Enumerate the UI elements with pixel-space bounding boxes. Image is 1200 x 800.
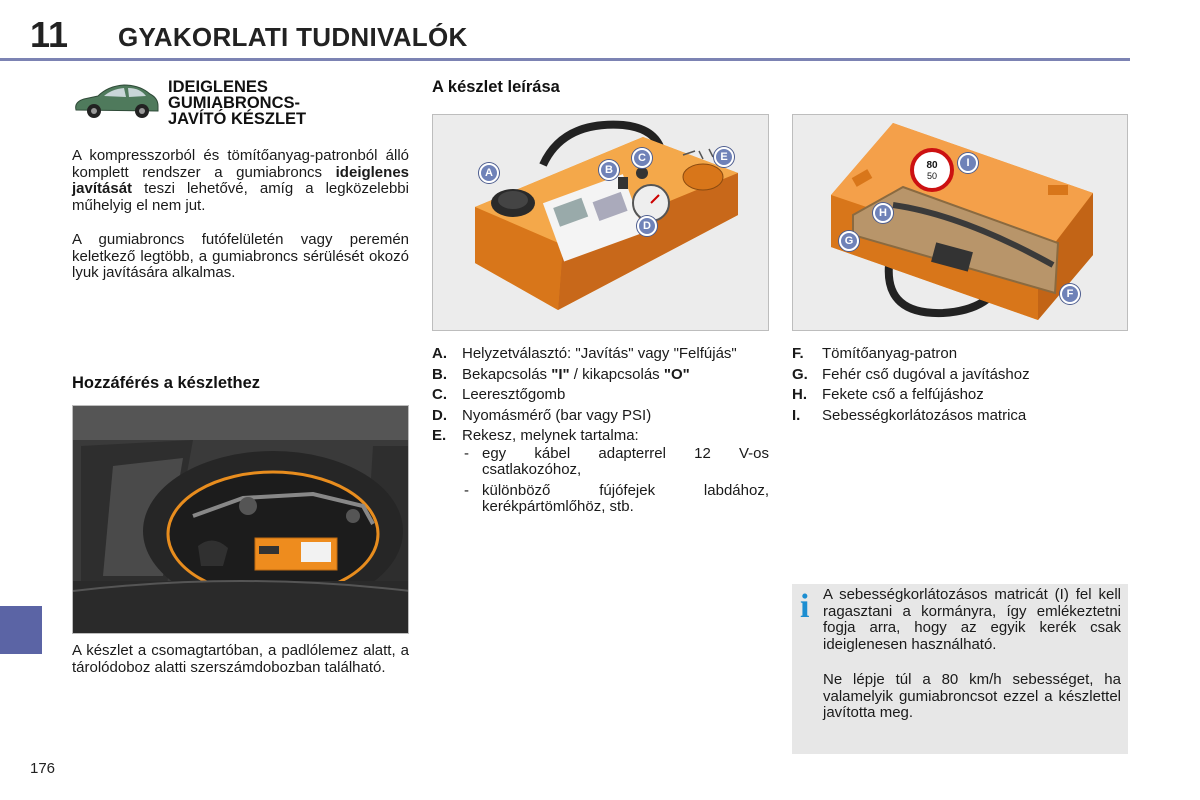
chapter-title: GYAKORLATI TUDNIVALÓK — [118, 22, 468, 52]
item-key: I. — [792, 406, 801, 424]
list-item — [792, 367, 1128, 384]
item-text: Rekesz, melynek tartalma: — [462, 427, 639, 444]
kit-parts-list-left — [432, 346, 769, 520]
callout-e — [714, 147, 734, 167]
compartment-contents-list — [462, 446, 769, 516]
sub-list-item — [462, 446, 769, 479]
section-heading-line: IDEIGLENES — [168, 78, 268, 96]
kit-heading: A készlet leírása — [432, 78, 560, 96]
callout-label: H — [879, 207, 887, 219]
item-text: különböző fújófejek labdához, kerékpártömlőhöz, stb. — [482, 481, 769, 515]
callout-label: D — [643, 220, 651, 232]
kit-front-illustration — [432, 114, 769, 331]
callout-i — [958, 153, 978, 173]
item-text: egy kábel adapterrel 12 V-os csatlakozóhoz, — [482, 444, 769, 478]
callout-label: C — [638, 152, 646, 164]
item-key: C. — [432, 386, 447, 403]
info-box — [792, 584, 1128, 754]
callout-c — [632, 148, 652, 168]
list-item — [432, 367, 769, 384]
item-text: Leeresztőgomb — [462, 386, 566, 403]
intro-emphasis: ideiglenes javítását — [72, 163, 409, 197]
list-item — [432, 428, 769, 445]
intro-text: teszi lehetővé, amíg a legközelebbi műhelyig el nem jut. — [72, 180, 409, 214]
section-heading-line: GUMIABRONCS- — [168, 94, 300, 112]
intro-paragraph — [72, 148, 409, 214]
item-key: A. — [432, 345, 447, 362]
sticker-speed-bottom: 50 — [926, 171, 938, 181]
callout-label: B — [605, 164, 613, 176]
intro-text: A kompresszorból és tömítőanyag-patronból álló komplett rendszer a gumiabroncs — [72, 147, 409, 181]
item-text — [462, 367, 769, 384]
trunk-photo — [72, 405, 409, 634]
item-text: Helyzetválasztó: "Javítás" vagy "Felfújás" — [462, 345, 737, 362]
chapter-tab — [0, 606, 42, 654]
callout-label: I — [966, 157, 970, 169]
callout-label: F — [1066, 288, 1074, 300]
list-item — [432, 387, 769, 404]
section-heading-line: JAVÍTÓ KÉSZLET — [168, 110, 307, 128]
page-number: 176 — [30, 760, 56, 777]
item-text-bold: "I" — [551, 365, 570, 383]
item-key: B. — [432, 365, 447, 383]
callout-label: G — [844, 235, 854, 247]
item-key: D. — [432, 406, 447, 424]
item-text: Fehér cső dugóval a javításhoz — [822, 365, 1030, 383]
item-key: H. — [792, 386, 807, 403]
item-key: F. — [792, 345, 804, 362]
info-icon: i — [800, 588, 810, 625]
info-paragraph: A sebességkorlátozásos matricát (I) fel kell ragasztani a kormányra, így emlékeztetni fogja arra, hogy az egyik kerék csak ideiglenesen használható. — [823, 586, 1121, 653]
sub-list-wrapper — [432, 446, 769, 516]
list-item — [432, 346, 769, 363]
header-rule — [0, 58, 1130, 61]
item-text: Sebességkorlátozásos matrica — [822, 406, 1027, 424]
list-item — [792, 408, 1128, 425]
callout-d — [637, 216, 657, 236]
access-heading: Hozzáférés a készlethez — [72, 374, 261, 392]
intro-paragraph-2: A gumiabroncs futófelületén vagy peremén keletkező legtöbb, a gumiabroncs sérülését okozó lyuk javítására alkalmas. — [72, 231, 409, 281]
section-heading — [168, 79, 368, 127]
item-key: E. — [432, 427, 447, 444]
sub-list-item — [462, 483, 769, 516]
car-icon — [70, 80, 162, 122]
dash: - — [464, 481, 469, 499]
callout-b — [599, 160, 619, 180]
list-item — [792, 346, 1128, 363]
kit-back-illustration — [792, 114, 1128, 331]
callout-h — [873, 203, 893, 223]
location-text: A készlet a csomagtartóban, a padlólemez alatt, a tárolódoboz alatti szerszámdobozban található. — [72, 642, 409, 676]
item-text-bold: "O" — [663, 365, 690, 383]
list-item — [792, 387, 1128, 404]
list-item — [432, 408, 769, 425]
callout-a — [479, 163, 499, 183]
callout-label: A — [485, 167, 493, 179]
callout-label: E — [720, 151, 728, 163]
sticker-speed-top: 80 — [926, 160, 938, 171]
dash: - — [464, 444, 469, 462]
item-text-part: / kikapcsolás — [569, 365, 664, 383]
item-key: G. — [792, 365, 808, 383]
item-text-part: Bekapcsolás — [462, 365, 552, 383]
item-text: Fekete cső a felfújáshoz — [822, 386, 984, 403]
info-paragraph-2: Ne lépje túl a 80 km/h sebességet, ha valamelyik gumiabroncsot ezzel a készlettel javította meg. — [823, 671, 1121, 721]
callout-f — [1060, 284, 1080, 304]
item-text: Nyomásmérő (bar vagy PSI) — [462, 406, 652, 424]
chapter-number: 11 — [30, 14, 69, 55]
item-text: Tömítőanyag-patron — [822, 345, 958, 362]
callout-g — [839, 231, 859, 251]
kit-parts-list-right — [792, 346, 1128, 428]
